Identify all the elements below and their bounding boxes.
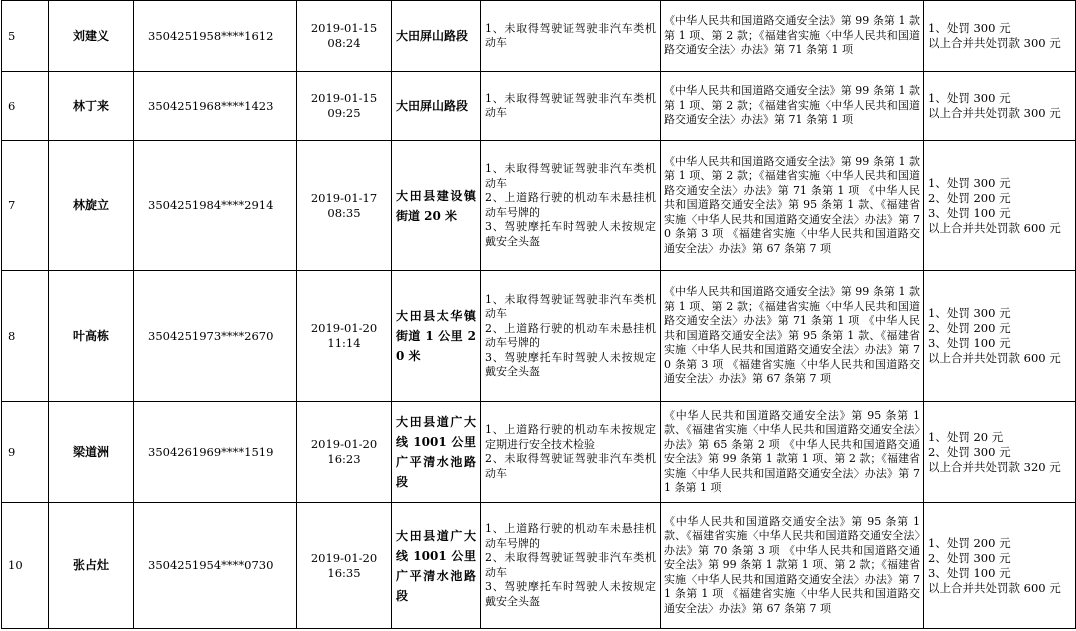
violation-item: 2、上道路行驶的机动车未悬挂机动车号牌的 xyxy=(485,191,656,219)
violation-date: 2019-01-15 xyxy=(310,91,378,105)
penalty-line: 1、处罚 300 元 xyxy=(928,175,1011,190)
violation-time xyxy=(297,503,392,629)
penalty-line: 2、处罚 200 元 xyxy=(928,321,1011,335)
violation-place: 大田屏山路段 xyxy=(392,72,481,141)
row-index: 6 xyxy=(2,72,49,141)
table-row xyxy=(2,271,1076,402)
violation-item: 1、上道路行驶的机动车未悬挂机动车号牌的 xyxy=(485,522,656,550)
violation-date: 2019-01-15 xyxy=(310,21,378,35)
penalty-line: 1、处罚 20 元 xyxy=(928,429,1004,444)
violation-date: 2019-01-20 xyxy=(310,550,378,565)
legal-basis: 《中华人民共和国道路交通安全法》第 99 条第 1 款第 1 项、第 2 款；《福建省实施〈中华人民共和国道路交通安全法〉办法》第 71 条第 1 项 xyxy=(661,1,924,72)
violation-place: 大田县道广大线 1001 公里广平清水池路段 xyxy=(392,503,481,629)
violation-item: 3、驾驶摩托车时驾驶人未按规定戴安全头盔 xyxy=(485,580,656,608)
penalty-line: 2、处罚 300 元 xyxy=(928,444,1011,459)
id-number: 3504251984****2914 xyxy=(134,141,297,271)
penalty-line: 3、处罚 100 元 xyxy=(928,565,1011,580)
violation-item: 2、未取得驾驶证驾驶非汽车类机动车 xyxy=(485,551,656,579)
penalty xyxy=(924,402,1076,503)
penalty-line: 3、处罚 100 元 xyxy=(928,336,1011,350)
penalty-total: 以上合并共处罚款 600 元 xyxy=(928,351,1061,365)
violation-clock: 08:24 xyxy=(327,36,361,50)
penalty xyxy=(924,503,1076,629)
penalty-line: 1、处罚 300 元 xyxy=(928,306,1011,320)
penalty-total: 以上合并共处罚款 600 元 xyxy=(928,220,1061,235)
penalty xyxy=(924,141,1076,271)
violation-description xyxy=(481,402,661,503)
id-number: 3504251958****1612 xyxy=(134,1,297,72)
violation-item: 1、未取得驾驶证驾驶非汽车类机动车 xyxy=(485,162,656,190)
violation-date: 2019-01-20 xyxy=(310,321,378,335)
person-name: 叶高栋 xyxy=(49,271,134,402)
table-row xyxy=(2,402,1076,503)
row-index: 5 xyxy=(2,1,49,72)
person-name: 林丁来 xyxy=(49,72,134,141)
violation-clock: 16:23 xyxy=(327,452,361,466)
violation-item: 2、上道路行驶的机动车未悬挂机动车号牌的 xyxy=(485,321,656,349)
violation-description: 1、未取得驾驶证驾驶非汽车类机动车 xyxy=(481,1,661,72)
row-index: 9 xyxy=(2,402,49,503)
violation-clock: 11:14 xyxy=(327,336,361,350)
penalty xyxy=(924,1,1076,72)
penalty xyxy=(924,72,1076,141)
penalty-line: 1、处罚 200 元 xyxy=(928,535,1011,550)
violation-place: 大田县道广大线 1001 公里广平清水池路段 xyxy=(392,402,481,503)
table-row xyxy=(2,141,1076,271)
person-name: 张占灶 xyxy=(49,503,134,629)
violation-time xyxy=(297,271,392,402)
penalty-line: 3、处罚 100 元 xyxy=(928,205,1011,220)
violation-item: 1、上道路行驶的机动车未按规定定期进行安全技术检验 xyxy=(485,423,656,451)
violation-item: 1、未取得驾驶证驾驶非汽车类机动车 xyxy=(485,292,656,320)
violation-date: 2019-01-17 xyxy=(310,190,378,205)
violation-item: 3、驾驶摩托车时驾驶人未按规定戴安全头盔 xyxy=(485,350,656,378)
legal-basis: 《中华人民共和国道路交通安全法》第 95 条第 1 款、《福建省实施〈中华人民共和国道路交通安全法〉办法》第 65 条第 2 项 《中华人民共和国道路交通安全法》第 99 条第 1 款第 1 项、第 2 款；《福建省实施〈中华人民共和国道路交通安全法〉办法》第 71 条第 1 项 xyxy=(661,402,924,503)
violation-description: 1、未取得驾驶证驾驶非汽车类机动车 xyxy=(481,72,661,141)
person-name: 刘建义 xyxy=(49,1,134,72)
id-number: 3504251968****1423 xyxy=(134,72,297,141)
legal-basis: 《中华人民共和国道路交通安全法》第 99 条第 1 款第 1 项、第 2 款；《福建省实施〈中华人民共和国道路交通安全法〉办法》第 71 条第 1 项 《中华人民共和国道路交通安全法》第 95 条第 1 款、《福建省实施〈中华人民共和国道路交通安全法〉办法》第 70 条第 3 项 《福建省实施〈中华人民共和国道路交通安全法〉办法》第 67 条第 7 项 xyxy=(661,141,924,271)
violation-clock: 08:35 xyxy=(327,205,361,220)
penalty-line: 1、处罚 300 元 xyxy=(928,21,1011,35)
violation-time xyxy=(297,72,392,141)
violation-item: 3、驾驶摩托车时驾驶人未按规定戴安全头盔 xyxy=(485,220,656,248)
violation-place: 大田县太华镇街道 1 公里 20 米 xyxy=(392,271,481,402)
penalty-line: 2、处罚 200 元 xyxy=(928,190,1011,205)
row-index: 7 xyxy=(2,141,49,271)
table-row xyxy=(2,503,1076,629)
id-number: 3504251973****2670 xyxy=(134,271,297,402)
penalty-total: 以上合并共处罚款 600 元 xyxy=(928,580,1061,595)
id-number: 3504251954****0730 xyxy=(134,503,297,629)
penalty-total: 以上合并共处罚款 300 元 xyxy=(928,106,1061,120)
penalty xyxy=(924,271,1076,402)
person-name: 林旋立 xyxy=(49,141,134,271)
violation-description xyxy=(481,503,661,629)
row-index: 10 xyxy=(2,503,49,629)
violation-item: 2、未取得驾驶证驾驶非汽车类机动车 xyxy=(485,452,656,480)
legal-basis: 《中华人民共和国道路交通安全法》第 95 条第 1 款、《福建省实施〈中华人民共和国道路交通安全法〉办法》第 70 条第 3 项 《中华人民共和国道路交通安全法》第 99 条第 1 款第 1 项、第 2 款；《福建省实施〈中华人民共和国道路交通安全法〉办法》第 71 条第 1 项 《福建省实施〈中华人民共和国道路交通安全法〉办法》第 67 条第 7 项 xyxy=(661,503,924,629)
violation-time xyxy=(297,141,392,271)
legal-basis: 《中华人民共和国道路交通安全法》第 99 条第 1 款第 1 项、第 2 款；《福建省实施〈中华人民共和国道路交通安全法〉办法》第 71 条第 1 项 《中华人民共和国道路交通安全法》第 95 条第 1 款、《福建省实施〈中华人民共和国道路交通安全法〉办法》第 70 条第 3 项 《福建省实施〈中华人民共和国道路交通安全法〉办法》第 67 条第 7 项 xyxy=(661,271,924,402)
violation-place: 大田屏山路段 xyxy=(392,1,481,72)
violation-clock: 16:35 xyxy=(327,565,361,580)
penalty-total: 以上合并共处罚款 300 元 xyxy=(928,36,1061,50)
penalty-line: 2、处罚 300 元 xyxy=(928,550,1011,565)
person-name: 梁道洲 xyxy=(49,402,134,503)
penalty-total: 以上合并共处罚款 320 元 xyxy=(928,459,1061,474)
penalty-line: 1、处罚 300 元 xyxy=(928,91,1011,105)
table-row xyxy=(2,1,1076,72)
violation-time xyxy=(297,402,392,503)
violation-table xyxy=(1,0,1076,629)
violation-clock: 09:25 xyxy=(327,106,361,120)
violation-place: 大田县建设镇街道 20 米 xyxy=(392,141,481,271)
violation-description xyxy=(481,141,661,271)
legal-basis: 《中华人民共和国道路交通安全法》第 99 条第 1 款第 1 项、第 2 款；《福建省实施〈中华人民共和国道路交通安全法〉办法》第 71 条第 1 项 xyxy=(661,72,924,141)
violation-date: 2019-01-20 xyxy=(310,437,378,451)
id-number: 3504261969****1519 xyxy=(134,402,297,503)
violation-description xyxy=(481,271,661,402)
row-index: 8 xyxy=(2,271,49,402)
violation-time xyxy=(297,1,392,72)
table-row xyxy=(2,72,1076,141)
